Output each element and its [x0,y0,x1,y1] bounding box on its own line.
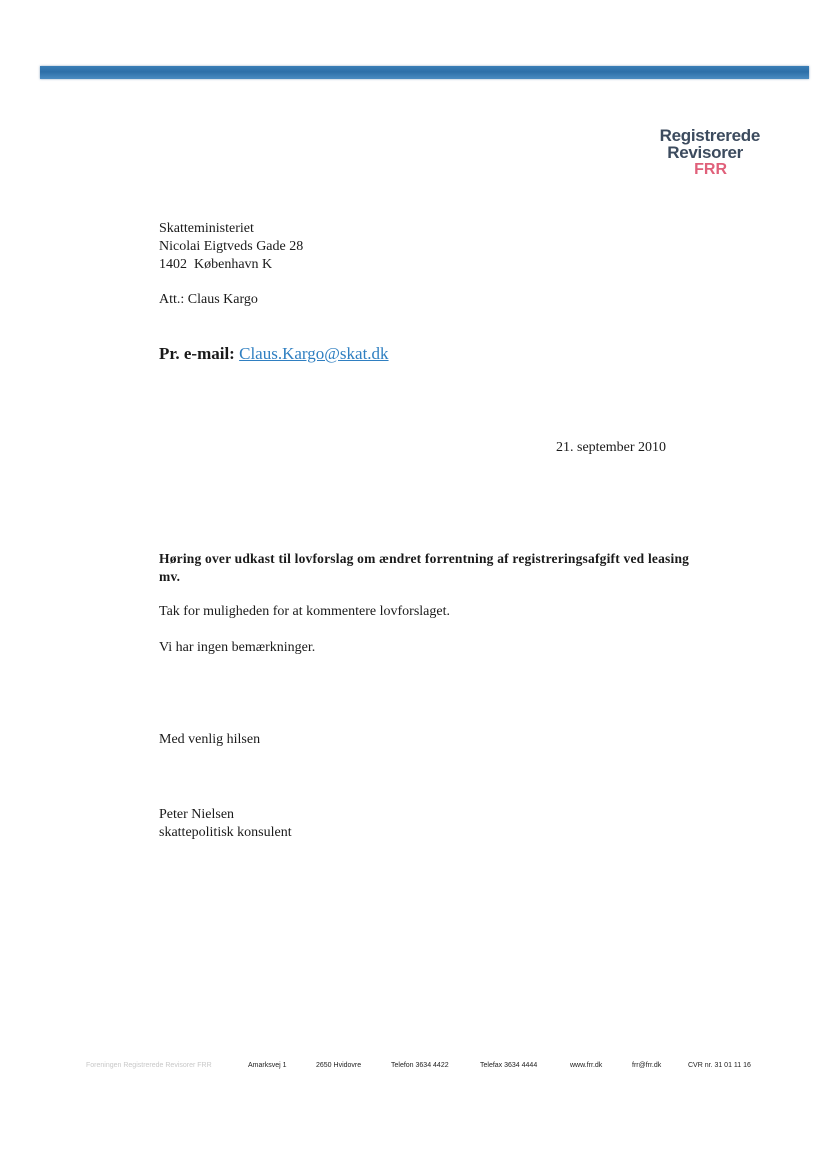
frr-logo [640,127,770,178]
recipient-street: Nicolai Eigtveds Gade 28 [159,239,304,254]
footer-email-link[interactable]: frr@frr.dk [632,1062,662,1069]
logo-line-3: FRR [694,161,727,178]
logo-line-1: Registrerede [659,126,760,145]
logo-line-2: Revisorer [667,143,743,162]
footer-web-link[interactable]: www.frr.dk [570,1062,603,1069]
email-line [159,344,389,364]
footer-org: Foreningen Registrerede Revisorer FRR [86,1062,212,1069]
footer-street: Amarksvej 1 [248,1062,287,1069]
letter-footer [0,1062,826,1076]
signature-block [159,806,292,842]
letterhead-bar [40,66,809,79]
letter-date: 21. september 2010 [556,440,667,455]
footer-fax: Telefax 3634 4444 [480,1062,538,1069]
recipient-city: 1402 København K [159,257,273,272]
signature-title: skattepolitisk konsulent [159,825,292,840]
body-paragraph-1: Tak for muligheden for at kommentere lovforslaget. [159,604,450,619]
signature-name: Peter Nielsen [159,807,235,822]
footer-phone: Telefon 3634 4422 [391,1062,449,1069]
subject-heading: Høring over udkast til lovforslag om ændret forrentning af registreringsafgift ved leasing mv. [159,551,690,584]
attention-line: Att.: Claus Kargo [159,292,258,307]
footer-city: 2650 Hvidovre [316,1062,362,1069]
email-label: Pr. e-mail: [159,344,235,363]
body-paragraph-2: Vi har ingen bemærkninger. [159,640,316,655]
email-link[interactable]: Claus.Kargo@skat.dk [239,344,389,363]
recipient-address [159,220,303,274]
footer-cvr: CVR nr. 31 01 11 16 [688,1062,751,1069]
recipient-name: Skatteministeriet [159,221,254,236]
closing-greeting: Med venlig hilsen [159,732,261,747]
